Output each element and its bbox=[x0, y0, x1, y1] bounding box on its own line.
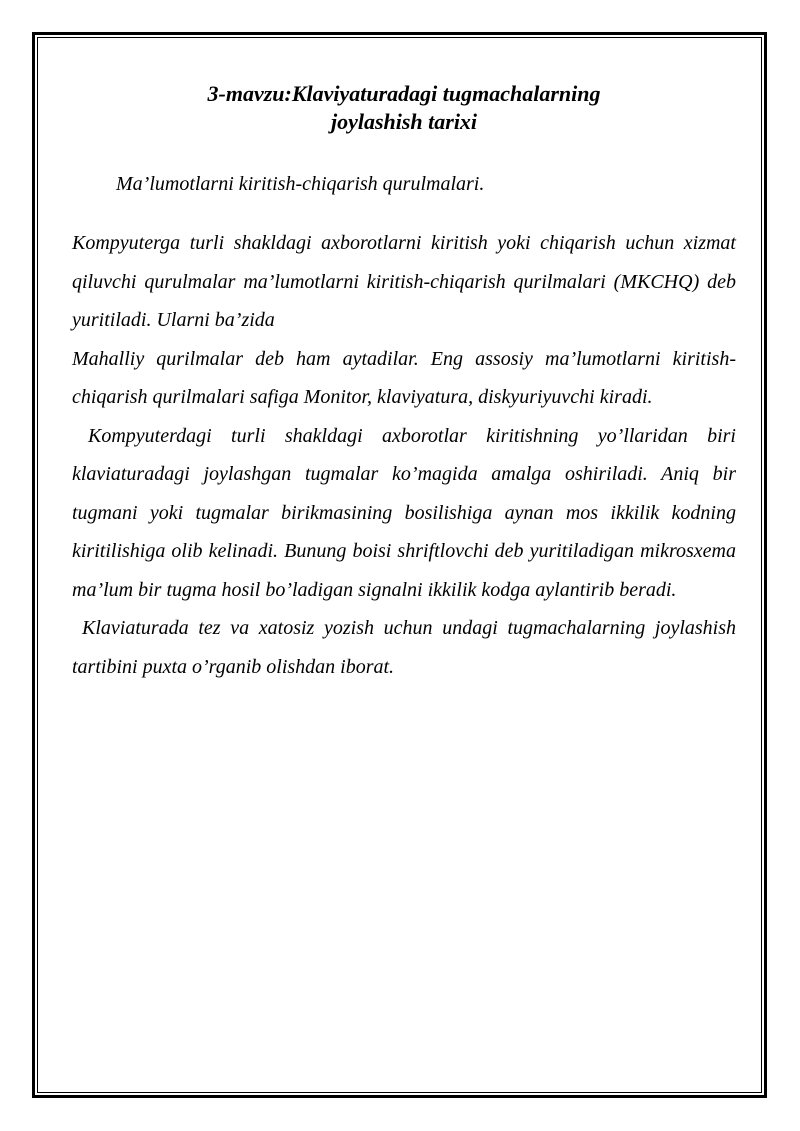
body-text bbox=[72, 224, 736, 686]
title-line-1: 3-mavzu:Klaviyaturadagi tugmachalarning bbox=[207, 81, 601, 106]
paragraph-2: Mahalliy qurilmalar deb ham aytadilar. Eng assosiy ma’lumotlarni kiritish-chiqarish qurilmalari safiga Monitor, klaviyatura, diskyuriyuvchi kiradi. bbox=[72, 347, 736, 408]
section-heading: Ma’lumotlarni kiritish-chiqarish qurulmalari. bbox=[116, 173, 485, 195]
paragraph-3: Kompyuterdagi turli shakldagi axborotlar kiritishning yo’llaridan biri klaviaturadagi joylashgan tugmalar ko’magida amalga oshiriladi. Aniq bir tugmani yoki tugmalar birikmasining bosilishiga aynan mos ikkilik kodning kiritilishiga olib kelinadi. Bunung boisi shriftlovchi deb yuritiladigan mikrosxema ma’lum bir tugma hosil bo’ladigan signalni ikkilik kodga aylantirib beradi. bbox=[72, 424, 736, 601]
document-title bbox=[72, 80, 736, 136]
paragraph-1: Kompyuterga turli shakldagi axborotlarni kiritish yoki chiqarish uchun xizmat qiluvchi qurulmalar ma’lumotlarni kiritish-chiqarish qurilmalari (MKCHQ) deb yuritiladi. Ularni ba’zida bbox=[72, 232, 736, 331]
paragraph-4: Klaviaturada tez va xatosiz yozish uchun undagi tugmachalarning joylashish tartibini puxta o’rganib olishdan iborat. bbox=[72, 617, 736, 678]
title-line-2: joylashish tarixi bbox=[330, 109, 478, 134]
